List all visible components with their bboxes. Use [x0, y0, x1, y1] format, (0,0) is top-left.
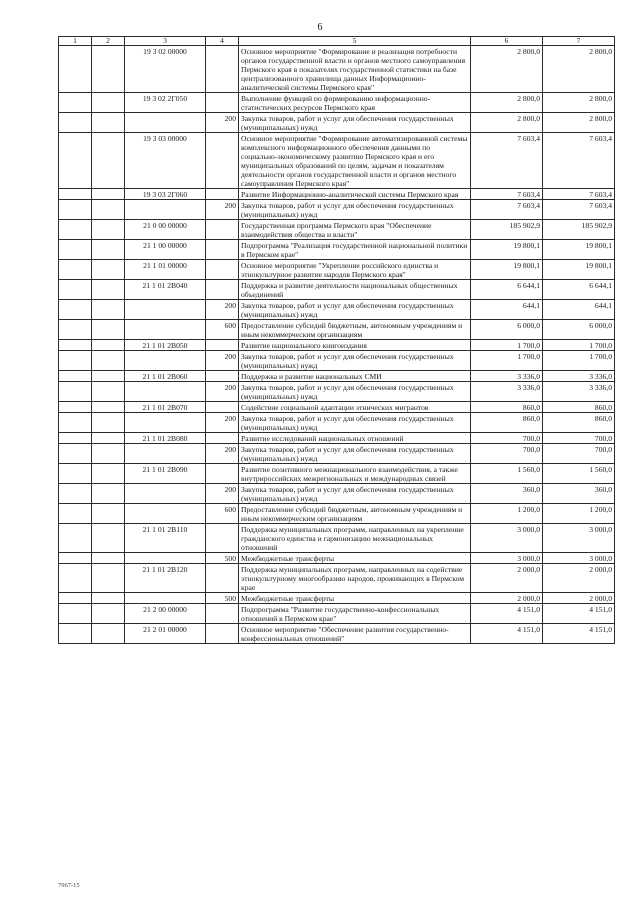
cell-amount-col7: 2 800,0	[543, 113, 615, 133]
cell-amount-col7: 2 000,0	[543, 564, 615, 593]
cell-col2	[92, 553, 125, 564]
cell-col2	[92, 46, 125, 93]
cell-code: 21 2 00 00000	[125, 604, 206, 624]
cell-expense-type: 200	[206, 300, 239, 320]
cell-expense-type: 500	[206, 553, 239, 564]
cell-name: Межбюджетные трансферты	[239, 593, 471, 604]
cell-name: Подпрограмма "Развитие государственно-конфессиональных отношений в Пермском крае"	[239, 604, 471, 624]
cell-amount-col7: 4 151,0	[543, 604, 615, 624]
cell-col2	[92, 220, 125, 240]
cell-amount-col6: 2 800,0	[471, 46, 543, 93]
cell-amount-col6: 2 800,0	[471, 113, 543, 133]
cell-amount-col7: 644,1	[543, 300, 615, 320]
cell-name: Выполнение функций по формированию информационно-статистических ресурсов Пермского края	[239, 93, 471, 113]
cell-col2	[92, 484, 125, 504]
column-header: 6	[471, 37, 543, 46]
cell-code: 19 3 02 00000	[125, 46, 206, 93]
cell-amount-col6: 6 644,1	[471, 280, 543, 300]
cell-amount-col6: 2 000,0	[471, 564, 543, 593]
cell-col1	[59, 564, 92, 593]
cell-col2	[92, 464, 125, 484]
table-row	[59, 593, 615, 604]
cell-code	[125, 351, 206, 371]
cell-amount-col6: 360,0	[471, 484, 543, 504]
table-row	[59, 93, 615, 113]
cell-col2	[92, 113, 125, 133]
cell-col2	[92, 93, 125, 113]
cell-expense-type: 200	[206, 200, 239, 220]
cell-expense-type	[206, 524, 239, 553]
cell-col2	[92, 444, 125, 464]
cell-amount-col7: 19 800,1	[543, 260, 615, 280]
cell-col1	[59, 433, 92, 444]
cell-amount-col6: 1 200,0	[471, 504, 543, 524]
cell-expense-type: 200	[206, 351, 239, 371]
cell-col1	[59, 593, 92, 604]
cell-expense-type	[206, 133, 239, 189]
cell-name: Содействие социальной адаптации этнических мигрантов	[239, 402, 471, 413]
cell-code	[125, 504, 206, 524]
cell-name: Предоставление субсидий бюджетным, автономным учреждениям и иным некоммерческим организациям	[239, 320, 471, 340]
cell-amount-col7: 6 000,0	[543, 320, 615, 340]
cell-amount-col7: 3 000,0	[543, 553, 615, 564]
cell-name: Основное мероприятие "Формирование автоматизированной системы комплексного информационного обеспечения данными по социально-экономическому развитию Пермского края и его муниципальных образований по целям, задачам и показателям деятельности органов государственной власти и органов местного самоуправления Пермского края"	[239, 133, 471, 189]
cell-code: 19 3 02 2Г050	[125, 93, 206, 113]
cell-code: 21 0 00 00000	[125, 220, 206, 240]
table-row	[59, 564, 615, 593]
cell-amount-col7: 7 603,4	[543, 189, 615, 200]
cell-amount-col7: 2 800,0	[543, 93, 615, 113]
cell-expense-type	[206, 564, 239, 593]
cell-col1	[59, 189, 92, 200]
cell-code	[125, 484, 206, 504]
cell-expense-type	[206, 464, 239, 484]
cell-amount-col6: 3 336,0	[471, 382, 543, 402]
cell-name: Развитие национального книгоиздания	[239, 340, 471, 351]
cell-expense-type	[206, 433, 239, 444]
cell-code	[125, 553, 206, 564]
cell-code	[125, 593, 206, 604]
cell-amount-col7: 19 800,1	[543, 240, 615, 260]
cell-expense-type: 200	[206, 444, 239, 464]
cell-code: 19 3 03 2Г060	[125, 189, 206, 200]
cell-amount-col7: 3 336,0	[543, 371, 615, 382]
cell-col1	[59, 46, 92, 93]
cell-amount-col6: 7 603,4	[471, 189, 543, 200]
cell-amount-col7: 700,0	[543, 444, 615, 464]
table-row	[59, 189, 615, 200]
cell-amount-col6: 6 000,0	[471, 320, 543, 340]
cell-name: Поддержка муниципальных программ, направленных на содействие этнокультурному многообразию народов, проживающих в Пермском крае	[239, 564, 471, 593]
cell-amount-col7: 860,0	[543, 413, 615, 433]
cell-col2	[92, 200, 125, 220]
cell-amount-col6: 7 603,4	[471, 133, 543, 189]
cell-col2	[92, 504, 125, 524]
cell-col1	[59, 504, 92, 524]
cell-col1	[59, 371, 92, 382]
cell-code: 21 1 01 2В090	[125, 464, 206, 484]
cell-expense-type	[206, 402, 239, 413]
cell-name: Закупка товаров, работ и услуг для обеспечения государственных (муниципальных) нужд	[239, 484, 471, 504]
cell-col2	[92, 189, 125, 200]
cell-col2	[92, 593, 125, 604]
cell-col1	[59, 553, 92, 564]
cell-expense-type	[206, 189, 239, 200]
cell-name: Подпрограмма "Реализация государственной национальной политики в Пермском крае"	[239, 240, 471, 260]
cell-name: Основное мероприятие "Формирование и реализация потребности органов государственной власти и органов местного самоуправления Пермского края в показателях государственной статистики на базе централизованного хранилища данных Информационно-аналитической системы Пермского края"	[239, 46, 471, 93]
cell-col1	[59, 280, 92, 300]
cell-col2	[92, 624, 125, 644]
table-row	[59, 240, 615, 260]
cell-code: 21 2 01 00000	[125, 624, 206, 644]
cell-name: Закупка товаров, работ и услуг для обеспечения государственных (муниципальных) нужд	[239, 382, 471, 402]
cell-amount-col6: 3 000,0	[471, 553, 543, 564]
cell-name: Поддержка и развитие национальных СМИ	[239, 371, 471, 382]
cell-col2	[92, 260, 125, 280]
table-row	[59, 433, 615, 444]
cell-amount-col7: 2 800,0	[543, 46, 615, 93]
budget-table	[58, 36, 615, 644]
cell-col1	[59, 320, 92, 340]
cell-amount-col6: 860,0	[471, 402, 543, 413]
cell-col1	[59, 200, 92, 220]
cell-amount-col7: 1 560,0	[543, 464, 615, 484]
cell-expense-type: 600	[206, 320, 239, 340]
cell-amount-col7: 1 700,0	[543, 351, 615, 371]
table-row	[59, 260, 615, 280]
cell-code	[125, 113, 206, 133]
cell-col2	[92, 604, 125, 624]
cell-amount-col6: 1 700,0	[471, 340, 543, 351]
cell-col1	[59, 340, 92, 351]
cell-amount-col6: 644,1	[471, 300, 543, 320]
cell-expense-type	[206, 624, 239, 644]
cell-code: 21 1 01 2В060	[125, 371, 206, 382]
table-row	[59, 444, 615, 464]
cell-col2	[92, 133, 125, 189]
cell-code: 19 3 03 00000	[125, 133, 206, 189]
cell-col2	[92, 340, 125, 351]
document-code: 7967-15	[58, 882, 80, 889]
table-row	[59, 351, 615, 371]
cell-col2	[92, 402, 125, 413]
cell-name: Предоставление субсидий бюджетным, автономным учреждениям и иным некоммерческим организациям	[239, 504, 471, 524]
cell-code	[125, 200, 206, 220]
column-header: 2	[92, 37, 125, 46]
cell-name: Развитие исследований национальных отношений	[239, 433, 471, 444]
table-row	[59, 524, 615, 553]
cell-name: Развитие Информационно-аналитической системы Пермского края	[239, 189, 471, 200]
cell-code	[125, 444, 206, 464]
table-row	[59, 220, 615, 240]
cell-expense-type	[206, 220, 239, 240]
table-header-row	[59, 37, 615, 46]
column-header: 1	[59, 37, 92, 46]
cell-col2	[92, 280, 125, 300]
cell-expense-type: 200	[206, 113, 239, 133]
column-header: 3	[125, 37, 206, 46]
cell-col2	[92, 524, 125, 553]
cell-amount-col7: 7 603,4	[543, 200, 615, 220]
cell-expense-type	[206, 240, 239, 260]
cell-amount-col7: 185 902,9	[543, 220, 615, 240]
cell-amount-col6: 700,0	[471, 433, 543, 444]
column-header: 4	[206, 37, 239, 46]
table-row	[59, 340, 615, 351]
cell-amount-col6: 4 151,0	[471, 624, 543, 644]
table-row	[59, 504, 615, 524]
cell-amount-col7: 360,0	[543, 484, 615, 504]
cell-expense-type	[206, 280, 239, 300]
cell-col1	[59, 624, 92, 644]
cell-code: 21 1 01 2В110	[125, 524, 206, 553]
table-row	[59, 280, 615, 300]
cell-amount-col6: 19 800,1	[471, 240, 543, 260]
page-number: 6	[317, 22, 323, 33]
cell-amount-col7: 2 000,0	[543, 593, 615, 604]
cell-col2	[92, 351, 125, 371]
cell-amount-col7: 4 151,0	[543, 624, 615, 644]
cell-col1	[59, 402, 92, 413]
table-row	[59, 484, 615, 504]
cell-amount-col6: 7 603,4	[471, 200, 543, 220]
cell-name: Межбюджетные трансферты	[239, 553, 471, 564]
cell-code: 21 1 01 2В040	[125, 280, 206, 300]
cell-col1	[59, 220, 92, 240]
cell-col1	[59, 444, 92, 464]
cell-amount-col6: 3 000,0	[471, 524, 543, 553]
table-row	[59, 320, 615, 340]
cell-name: Основное мероприятие "Обеспечение развития государственно-конфессиональных отношений"	[239, 624, 471, 644]
cell-col1	[59, 133, 92, 189]
cell-amount-col6: 700,0	[471, 444, 543, 464]
cell-code	[125, 382, 206, 402]
cell-amount-col6: 4 151,0	[471, 604, 543, 624]
cell-col2	[92, 320, 125, 340]
cell-col1	[59, 260, 92, 280]
cell-code	[125, 413, 206, 433]
table-row	[59, 200, 615, 220]
cell-amount-col6: 185 902,9	[471, 220, 543, 240]
cell-col1	[59, 604, 92, 624]
cell-name: Основное мероприятие "Укрепление российского единства и этнокультурное развитие народов Пермского края"	[239, 260, 471, 280]
cell-code: 21 1 00 00000	[125, 240, 206, 260]
cell-amount-col7: 3 000,0	[543, 524, 615, 553]
cell-amount-col7: 6 644,1	[543, 280, 615, 300]
table-row	[59, 604, 615, 624]
table-row	[59, 553, 615, 564]
cell-expense-type: 200	[206, 413, 239, 433]
table-row	[59, 402, 615, 413]
cell-amount-col6: 1 560,0	[471, 464, 543, 484]
table-row	[59, 300, 615, 320]
cell-col2	[92, 564, 125, 593]
cell-col2	[92, 371, 125, 382]
table-row	[59, 46, 615, 93]
cell-col2	[92, 433, 125, 444]
cell-expense-type: 500	[206, 593, 239, 604]
cell-name: Закупка товаров, работ и услуг для обеспечения государственных (муниципальных) нужд	[239, 444, 471, 464]
cell-amount-col7: 7 603,4	[543, 133, 615, 189]
cell-expense-type: 200	[206, 382, 239, 402]
cell-name: Закупка товаров, работ и услуг для обеспечения государственных (муниципальных) нужд	[239, 200, 471, 220]
column-header: 5	[239, 37, 471, 46]
cell-expense-type	[206, 260, 239, 280]
table-row	[59, 464, 615, 484]
cell-col1	[59, 413, 92, 433]
cell-col2	[92, 240, 125, 260]
column-header: 7	[543, 37, 615, 46]
cell-col2	[92, 300, 125, 320]
cell-code	[125, 300, 206, 320]
table-row	[59, 371, 615, 382]
cell-col1	[59, 484, 92, 504]
cell-name: Закупка товаров, работ и услуг для обеспечения государственных (муниципальных) нужд	[239, 351, 471, 371]
cell-name: Развитие позитивного межнационального взаимодействия, а также внутрироссийских межрегиональных и международных связей	[239, 464, 471, 484]
cell-expense-type: 600	[206, 504, 239, 524]
table-row	[59, 624, 615, 644]
cell-name: Поддержка муниципальных программ, направленных на укрепление гражданского единства и гармонизацию межнациональных отношений	[239, 524, 471, 553]
cell-amount-col6: 2 000,0	[471, 593, 543, 604]
table-row	[59, 113, 615, 133]
cell-col2	[92, 382, 125, 402]
cell-amount-col7: 3 336,0	[543, 382, 615, 402]
cell-col1	[59, 382, 92, 402]
cell-amount-col7: 1 700,0	[543, 340, 615, 351]
cell-expense-type	[206, 93, 239, 113]
cell-col1	[59, 113, 92, 133]
cell-col1	[59, 524, 92, 553]
cell-amount-col6: 860,0	[471, 413, 543, 433]
cell-code: 21 1 01 2В080	[125, 433, 206, 444]
cell-code: 21 1 01 2В050	[125, 340, 206, 351]
table-row	[59, 413, 615, 433]
cell-code	[125, 320, 206, 340]
cell-col1	[59, 240, 92, 260]
cell-amount-col6: 19 800,1	[471, 260, 543, 280]
cell-name: Закупка товаров, работ и услуг для обеспечения государственных (муниципальных) нужд	[239, 113, 471, 133]
cell-col1	[59, 351, 92, 371]
cell-name: Государственная программа Пермского края "Обеспечение взаимодействия общества и власти"	[239, 220, 471, 240]
table-row	[59, 133, 615, 189]
cell-expense-type	[206, 46, 239, 93]
cell-amount-col7: 700,0	[543, 433, 615, 444]
cell-amount-col7: 1 200,0	[543, 504, 615, 524]
cell-col1	[59, 93, 92, 113]
cell-col2	[92, 413, 125, 433]
cell-name: Закупка товаров, работ и услуг для обеспечения государственных (муниципальных) нужд	[239, 300, 471, 320]
cell-code: 21 1 01 00000	[125, 260, 206, 280]
cell-name: Закупка товаров, работ и услуг для обеспечения государственных (муниципальных) нужд	[239, 413, 471, 433]
cell-amount-col6: 1 700,0	[471, 351, 543, 371]
cell-expense-type	[206, 604, 239, 624]
cell-amount-col6: 2 800,0	[471, 93, 543, 113]
cell-amount-col6: 3 336,0	[471, 371, 543, 382]
table-row	[59, 382, 615, 402]
cell-amount-col7: 860,0	[543, 402, 615, 413]
cell-code: 21 1 01 2В120	[125, 564, 206, 593]
cell-col1	[59, 300, 92, 320]
cell-expense-type: 200	[206, 484, 239, 504]
cell-name: Поддержка и развитие деятельности национальных общественных объединений	[239, 280, 471, 300]
cell-code: 21 1 01 2В070	[125, 402, 206, 413]
cell-col1	[59, 464, 92, 484]
cell-expense-type	[206, 371, 239, 382]
cell-expense-type	[206, 340, 239, 351]
